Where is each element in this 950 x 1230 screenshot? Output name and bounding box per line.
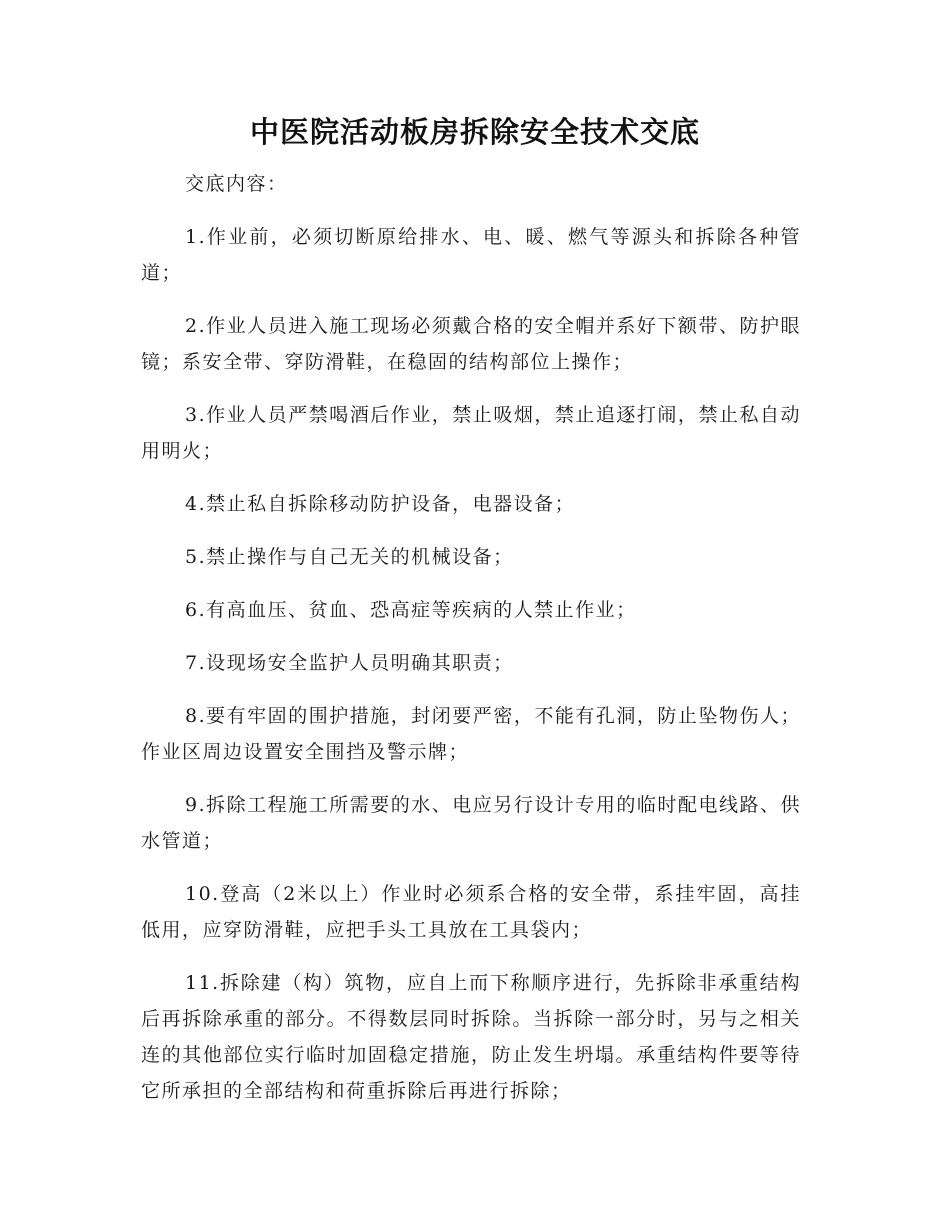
document-title: 中医院活动板房拆除安全技术交底 <box>249 115 700 149</box>
item-paragraph-10: 10.登高（2米以上）作业时必须系合格的安全带，系挂牢固，高挂低用，应穿防滑鞋，应把手头工具放在工具袋内； <box>141 883 801 941</box>
item-paragraph-1: 1.作业前，必须切断原给排水、电、暖、燃气等源头和拆除各种管道； <box>141 226 801 284</box>
item-paragraph-4: 4.禁止私自拆除移动防护设备，电器设备； <box>185 493 576 515</box>
document-body <box>141 166 801 1126</box>
item-paragraph-8: 8.要有牢固的围护措施，封闭要严密，不能有孔洞，防止坠物伤人；作业区周边设置安全围挡及警示牌； <box>141 705 801 763</box>
intro-paragraph: 交底内容： <box>185 173 288 195</box>
item-paragraph-11: 11.拆除建（构）筑物，应自上而下称顺序进行，先拆除非承重结构后再拆除承重的部分。不得数层同时拆除。当拆除一部分时，另与之相关连的其他部位实行临时加固稳定措施，防止发生坍塌。承重结构件要等待它所承担的全部结构和荷重拆除后再进行拆除； <box>141 972 801 1102</box>
item-paragraph-7: 7.设现场安全监护人员明确其职责； <box>185 652 514 674</box>
item-paragraph-9: 9.拆除工程施工所需要的水、电应另行设计专用的临时配电线路、供水管道； <box>141 794 801 852</box>
item-paragraph-5: 5.禁止操作与自己无关的机械设备； <box>185 546 514 568</box>
item-paragraph-6: 6.有高血压、贫血、恐高症等疾病的人禁止作业； <box>185 599 637 621</box>
item-paragraph-3: 3.作业人员严禁喝酒后作业，禁止吸烟，禁止追逐打闹，禁止私自动用明火； <box>141 404 801 462</box>
item-paragraph-2: 2.作业人员进入施工现场必须戴合格的安全帽并系好下额带、防护眼镜；系安全带、穿防滑鞋，在稳固的结构部位上操作； <box>141 315 801 373</box>
